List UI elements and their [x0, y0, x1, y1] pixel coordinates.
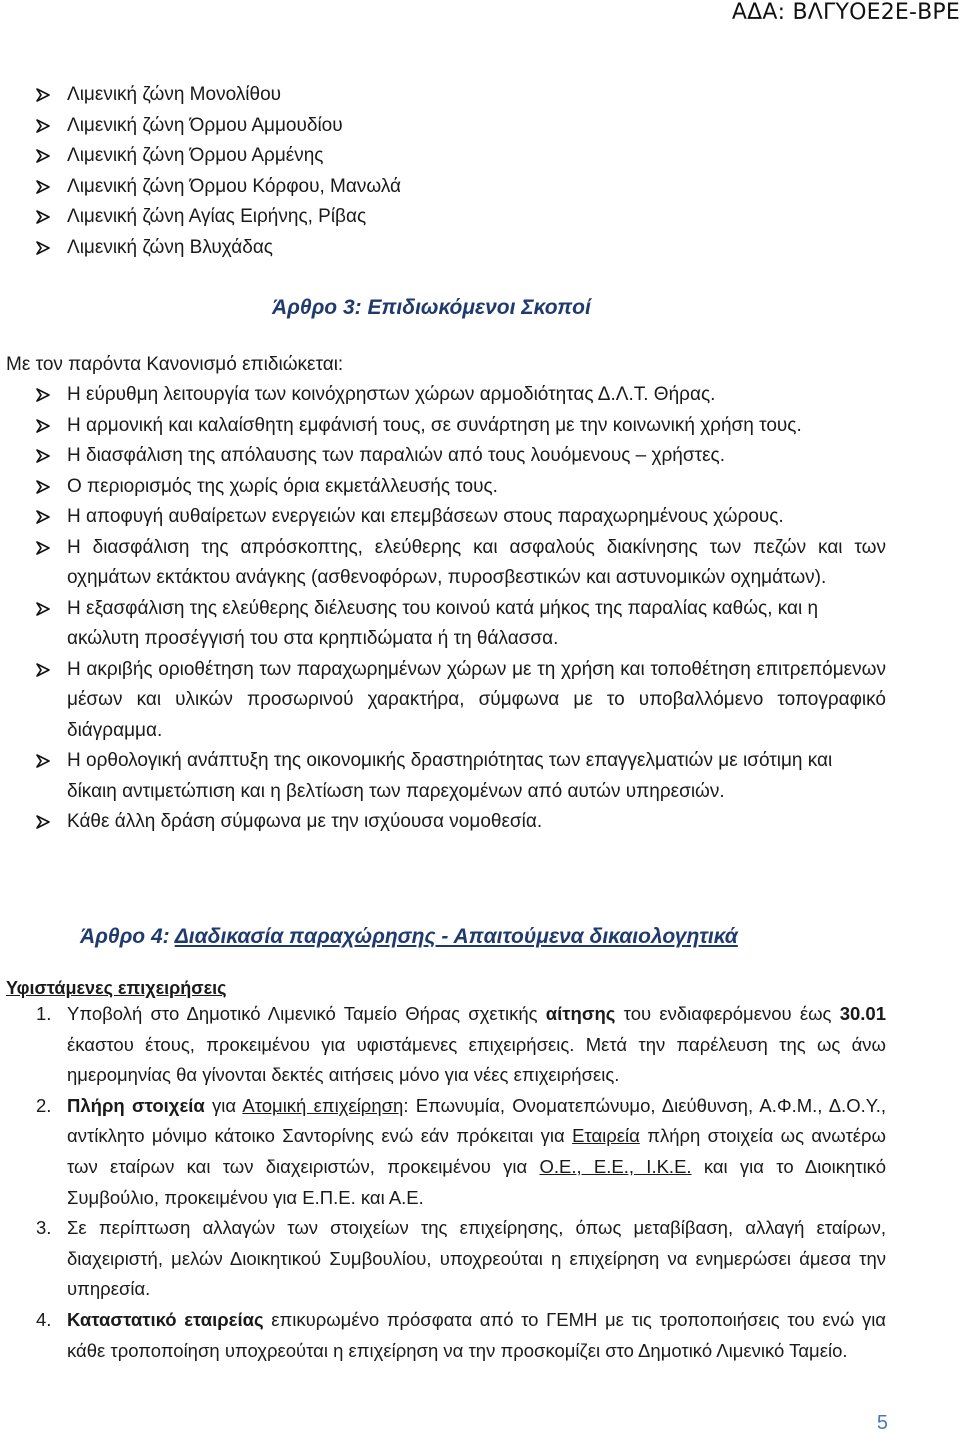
arrow-bullet-icon: [36, 602, 50, 616]
goal-text: Η αποφυγή αυθαίρετων ενεργειών και επεμβάσεων στους παραχωρημένους χώρους.: [67, 506, 784, 527]
zones-list: [36, 80, 401, 263]
list-item: [36, 655, 886, 747]
goal-text: Η αρμονική και καλαίσθητη εμφάνισή τους, σε συνάρτηση με την κοινωνική χρήση τους.: [67, 414, 802, 436]
list-item: [36, 1213, 886, 1305]
text-run: Υποβολή στο Δημοτικό Λιμενικό Ταμείο Θήρας σχετικής: [67, 1003, 546, 1024]
bold-run: Πλήρη στοιχεία: [67, 1094, 205, 1116]
text-run: για: [204, 1094, 243, 1116]
bold-run: Καταστατικό εταιρείας: [67, 1308, 264, 1330]
text-run: έκαστου έτους, προκειμένου για υφιστάμενες επιχειρήσεις. Μετά την παρέλευση της ως άνω ημερομηνίας θα γίνονται δεκτές αιτήσεις μόνο για νέες επιχειρήσεις.: [67, 1033, 886, 1086]
list-item: [36, 807, 886, 838]
list-item: [36, 472, 886, 503]
item-text: [67, 999, 886, 1091]
arrow-bullet-icon: [36, 663, 50, 677]
requirements-list: [36, 999, 886, 1366]
underlined-run: Ατομική επιχείρηση: [242, 1094, 404, 1116]
item-number: 4.: [36, 1308, 52, 1330]
arrow-bullet-icon: [36, 419, 50, 433]
list-item: [36, 1091, 886, 1213]
underlined-run: Ο.Ε., Ε.Ε., Ι.Κ.Ε.: [539, 1155, 692, 1177]
article-4-heading: [80, 923, 738, 951]
list-item: [36, 1305, 886, 1366]
existing-businesses-subheading: Υφιστάμενες επιχειρήσεις: [6, 978, 227, 998]
list-item: [36, 441, 886, 472]
goal-text: Ο περιορισμός της χωρίς όρια εκμετάλλευσής τους.: [67, 475, 498, 497]
arrow-bullet-icon: [36, 388, 50, 402]
list-item-text: Λιμενική ζώνη Βλυχάδας: [67, 236, 273, 258]
item-text: [67, 1305, 886, 1366]
item-number: 2.: [36, 1094, 52, 1116]
goal-text: Κάθε άλλη δράση σύμφωνα με την ισχύουσα νομοθεσία.: [67, 811, 543, 832]
goal-text: Η ορθολογική ανάπτυξη της οικονομικής δραστηριότητας των επαγγελματιών με ισότιμη και δίκαιη αντιμετώπιση και η βελτίωση των παρεχομένων από αυτών υπηρεσιών.: [67, 750, 833, 802]
list-item: [36, 202, 401, 233]
text-run: : Επωνυμία, Ονοματεπώνυμο, Διεύθυνση, Α.Φ.Μ., Δ.Ο.Υ., αντίκλητο μόνιμο κάτοικο Σαντορίνης ενώ εάν πρόκειται για: [67, 1094, 886, 1147]
list-item-text: Λιμενική ζώνη Όρμου Αμμουδίου: [67, 114, 343, 136]
article-4-heading-prefix: Άρθρο 4:: [80, 925, 175, 948]
arrow-bullet-icon: [36, 180, 50, 194]
text-run: επικυρωμένο πρόσφατα από το ΓΕΜΗ με τις τροποποιήσεις του ενώ για κάθε τροποποίηση υποχρεούται η επιχείρηση να την προσκομίζει στο Δημοτικό Λιμενικό Ταμείο.: [67, 1308, 887, 1361]
text-run: και για το Διοικητικό Συμβούλιο, προκειμένου για Ε.Π.Ε. και Α.Ε.: [67, 1155, 886, 1208]
goals-list: [36, 380, 886, 838]
list-item: [36, 999, 886, 1091]
list-item: [36, 594, 886, 655]
list-item-text: Λιμενική ζώνη Όρμου Κόρφου, Μανωλά: [67, 175, 402, 197]
list-item: [36, 141, 401, 172]
goal-text: Η εξασφάλιση της ελεύθερης διέλευσης του κοινού κατά μήκος της παραλίας καθώς, και η ακώλυτη προσέγγισή του στα κρηπιδώματα ή τη θάλασσα.: [67, 597, 819, 649]
arrow-bullet-icon: [36, 119, 50, 133]
list-item: [36, 233, 401, 264]
text-run: πλήρη στοιχεία ως ανωτέρω των εταίρων και των διαχειριστών, προκειμένου για: [67, 1125, 886, 1177]
article-3-intro: Με τον παρόντα Κανονισμό επιδιώκεται:: [6, 354, 344, 375]
arrow-bullet-icon: [36, 149, 50, 163]
arrow-bullet-icon: [36, 541, 50, 555]
goal-text: Η διασφάλιση της απρόσκοπτης, ελεύθερης και ασφαλούς διακίνησης των πεζών και των οχημάτων εκτάκτου ανάγκης (ασθενοφόρων, πυροσβεστικών και αστυνομικών οχημάτων).: [67, 536, 886, 588]
list-item: [36, 111, 401, 142]
page-number: 5: [876, 1412, 888, 1434]
item-number: 1.: [36, 1003, 52, 1024]
goal-text: Η ακριβής οριοθέτηση των παραχωρημένων χώρων με τη χρήση και τοποθέτηση επιτρεπόμενων μέσων και υλικών προσωρινού χαρακτήρα, σύμφωνα με το υποβαλλόμενο τοπογραφικό διάγραμμα.: [67, 658, 886, 741]
article-3-heading: Άρθρο 3: Επιδιωκόμενοι Σκοποί: [272, 296, 591, 319]
list-item: [36, 380, 886, 411]
arrow-bullet-icon: [36, 449, 50, 463]
underlined-run: Εταιρεία: [572, 1125, 640, 1147]
arrow-bullet-icon: [36, 88, 50, 102]
bold-run: 30.01: [839, 1003, 886, 1024]
arrow-bullet-icon: [36, 210, 50, 224]
article-4-heading-title: Διαδικασία παραχώρησης - Απαιτούμενα δικαιολογητικά: [174, 925, 738, 948]
item-text: Σε περίπτωση αλλαγών των στοιχείων της επιχείρησης, όπως μεταβίβαση, αλλαγή εταίρων, διαχειριστή, μελών Διοικητικού Συμβουλίου, υποχρεούται η επιχείρηση να ενημερώσει άμεσα την υπηρεσία.: [67, 1217, 886, 1300]
list-item-text: Λιμενική ζώνη Όρμου Αρμένης: [67, 145, 324, 166]
item-number: 3.: [36, 1217, 52, 1239]
list-item: [36, 502, 886, 533]
list-item: [36, 533, 886, 594]
list-item: [36, 172, 401, 203]
text-run: του ενδιαφερόμενου έως: [615, 1003, 840, 1024]
item-text: [67, 1091, 886, 1213]
arrow-bullet-icon: [36, 241, 50, 255]
list-item-text: Λιμενική ζώνη Μονολίθου: [67, 84, 282, 105]
list-item-text: Λιμενική ζώνη Αγίας Ειρήνης, Ρίβας: [67, 206, 367, 227]
goal-text: Η εύρυθμη λειτουργία των κοινόχρηστων χώρων αρμοδιότητας Δ.Λ.Τ. Θήρας.: [67, 384, 716, 405]
arrow-bullet-icon: [36, 815, 50, 829]
bold-run: αίτησης: [545, 1003, 616, 1024]
arrow-bullet-icon: [36, 510, 50, 524]
list-item: [36, 80, 401, 111]
goal-text: Η διασφάλιση της απόλαυσης των παραλιών από τους λουόμενους – χρήστες.: [67, 445, 725, 466]
arrow-bullet-icon: [36, 754, 50, 768]
ada-code: ΑΔΑ: ΒΛΓΥΟΕ2Ε-ΒΡΕ: [731, 0, 960, 25]
list-item: [36, 411, 886, 442]
arrow-bullet-icon: [36, 480, 50, 494]
list-item: [36, 746, 886, 807]
